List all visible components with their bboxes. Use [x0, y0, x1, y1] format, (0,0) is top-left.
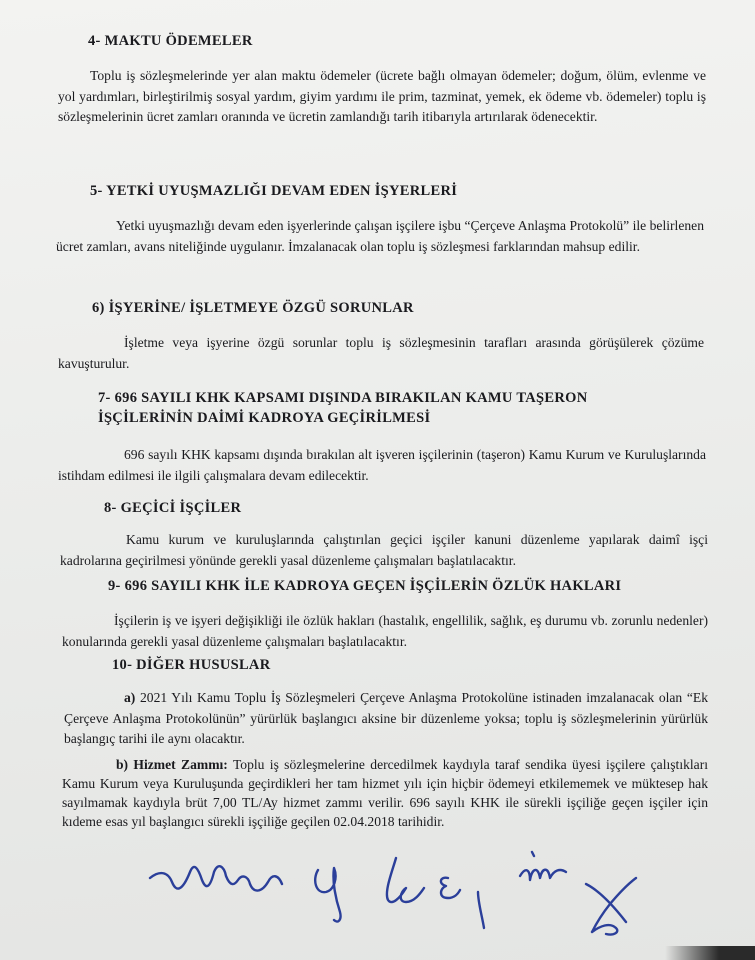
section-8-body: Kamu kurum ve kuruluşlarında çalıştırılan geçici işçiler kanuni düzenleme yapılarak daimî işçi kadrolarına geçirilmesi yönünde gerekli yasal düzenleme çalışmaları başlatılacaktır.	[60, 532, 708, 568]
section-10-heading: 10- DİĞER HUSUSLAR	[112, 657, 271, 673]
section-7-heading-line1: 7- 696 SAYILI KHK KAPSAMI DIŞINDA BIRAKILAN KAMU TAŞERON	[98, 390, 588, 406]
signature-3	[387, 858, 424, 902]
item-b-label: b) Hizmet Zammı:	[116, 757, 228, 772]
signature-4	[441, 878, 460, 898]
section-6-body: İşletme veya işyerine özgü sorunlar toplu iş sözleşmesinin tarafları arasında görüşülerek çözüme kavuşturulur.	[58, 335, 704, 371]
section-9-heading: 9- 696 SAYILI KHK İLE KADROYA GEÇEN İŞÇİLERİN ÖZLÜK HAKLARI	[108, 578, 622, 594]
section-7-heading-line2: İŞÇİLERİNİN DAİMİ KADROYA GEÇİRİLMESİ	[98, 410, 431, 426]
section-9-body: İşçilerin iş ve işyeri değişikliği ile özlük hakları (hastalık, engellilik, sağlık, eş durumu vb. zorunlu nedenler) konularında gerekli yasal düzenleme çalışmaları başlatılacaktır.	[62, 613, 708, 649]
section-4-body: Toplu iş sözleşmelerinde yer alan maktu ödemeler (ücrete bağlı olmayan ödemeler; doğum, ölüm, evlenme ve yol yardımları, birleştirilmiş sosyal yardım, giyim yardımı ile prim, tazminat, yemek, ek ödeme vb. ödemeler) toplu iş sözleşmelerinin ücret zamları oranında ve ücretin zamlandığı tarih itibarıyla artırılarak ödenecektir.	[58, 68, 706, 124]
signature-7	[586, 878, 636, 935]
signature-6	[520, 870, 566, 880]
section-6-heading: 6) İŞYERİNE/ İŞLETMEYE ÖZGÜ SORUNLAR	[92, 300, 414, 316]
section-5-heading: 5- YETKİ UYUŞMAZLIĞI DEVAM EDEN İŞYERLERİ	[90, 183, 458, 199]
photo-edge-shadow	[665, 946, 755, 960]
item-a-body: 2021 Yılı Kamu Toplu İş Sözleşmeleri Çerçeve Anlaşma Protokolüne istinaden imzalanacak olan “Ek Çerçeve Anlaşma Protokolünün” yürürlük başlangıcı aksine bir düzenleme yoksa; toplu iş sözleşmelerinin yürürlük başlangıç tarihi ile aynı olacaktır.	[64, 690, 708, 746]
signature-2	[315, 868, 340, 922]
signature-6-dot	[532, 852, 534, 856]
item-a-label: a)	[124, 690, 136, 705]
section-4-heading: 4- MAKTU ÖDEMELER	[88, 33, 253, 49]
signature-1	[150, 866, 282, 890]
section-7-body: 696 sayılı KHK kapsamı dışında bırakılan alt işveren işçilerinin (taşeron) Kamu Kurum ve Kuruluşlarında istihdam edilmesi ile ilgili çalışmalara devam edilecektir.	[58, 447, 706, 483]
section-5-body: Yetki uyuşmazlığı devam eden işyerlerinde çalışan işçilere işbu “Çerçeve Anlaşma Protokolü” ile belirlenen ücret zamları, avans niteliğinde uygulanır. İmzalanacak olan toplu iş sözleşmesi farklarından mahsup edilir.	[56, 218, 704, 254]
section-8-heading: 8- GEÇİCİ İŞÇİLER	[104, 500, 242, 516]
signature-5	[478, 892, 484, 928]
item-b-body: Toplu iş sözleşmelerine dercedilmek kaydıyla taraf sendika üyesi işçilere çalıştıkları Kamu Kurum veya Kuruluşunda geçirdikleri her tam hizmet yılı için hiçbir ödemeyi etkilememek ve müktesep hak sayılmamak kaydıyla brüt 7,00 TL/Ay hizmet zammı verilir. 696 sayılı KHK ile sürekli işçiliğe geçen işçiler için kıdeme esas yıl başlangıcı sürekli işçiliğe geçilen 02.04.2018 tarihidir.	[62, 757, 709, 829]
